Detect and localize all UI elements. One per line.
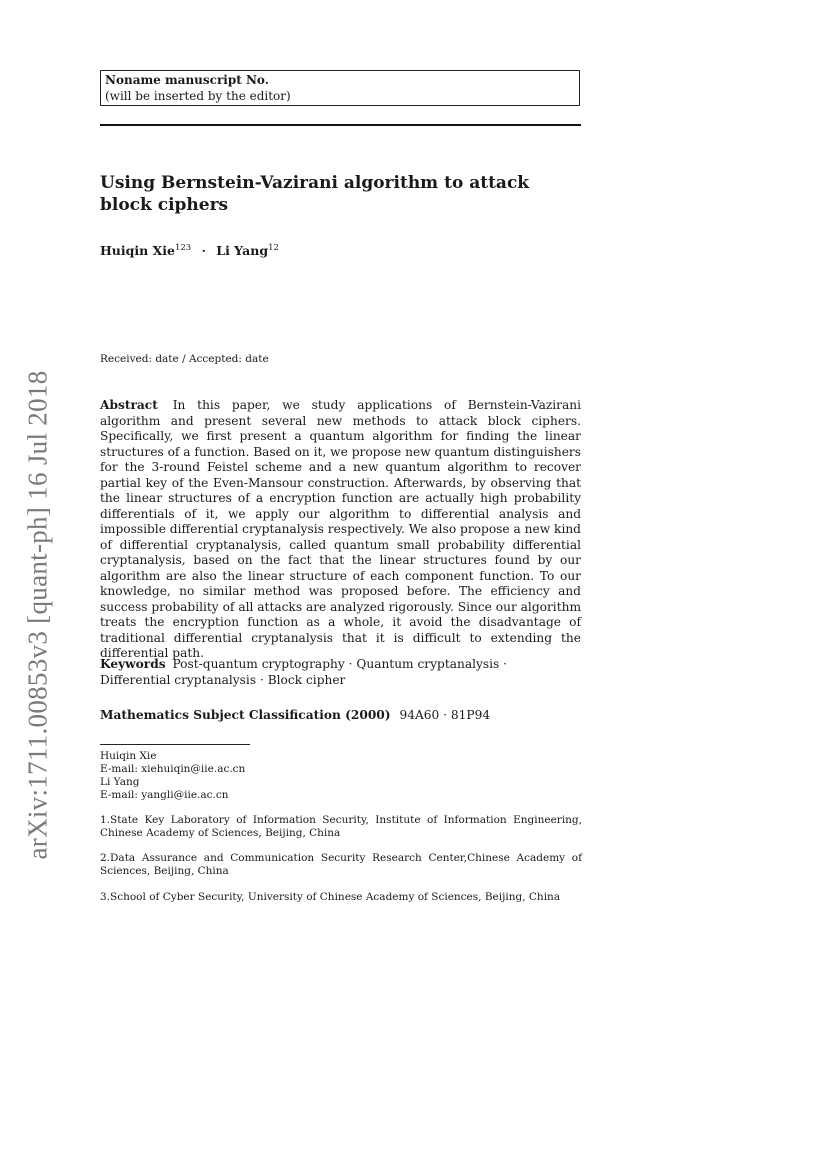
manuscript-info-box — [100, 70, 580, 106]
author-line — [100, 239, 582, 260]
author-name-2: Li Yang — [216, 243, 269, 258]
header-rule — [100, 124, 581, 126]
keywords — [100, 656, 581, 688]
msc-label: Mathematics Subject Classification (2000) — [100, 708, 391, 722]
keywords-text: Post-quantum cryptography · Quantum cryptanalysis · Differential cryptanalysis · Block cipher — [100, 657, 508, 687]
author-affiliation-marks-1: 123 — [174, 243, 192, 253]
arxiv-identifier-stamp: arXiv:1711.00853v3 [quant-ph] 16 Jul 2018 — [22, 370, 53, 860]
abstract-label: Abstract — [100, 398, 158, 412]
contact-email-2: E-mail: yangli@iie.ac.cn — [100, 789, 229, 801]
editor-note: (will be inserted by the editor) — [105, 89, 291, 103]
author-name-1: Huiqin Xie — [100, 243, 175, 258]
msc-codes: 94A60 · 81P94 — [399, 708, 491, 722]
footnote-rule — [100, 744, 250, 745]
contact-name-2: Li Yang — [100, 776, 140, 788]
abstract — [100, 398, 581, 662]
affiliation-2: 2.Data Assurance and Communication Security Research Center,Chinese Academy of Sciences, Beijing, China — [100, 852, 582, 877]
author-separator: · — [201, 243, 206, 258]
author-contacts — [100, 750, 245, 802]
author-affiliation-marks-2: 12 — [268, 243, 279, 253]
subject-classification — [100, 707, 581, 723]
contact-email-1: E-mail: xiehuiqin@iie.ac.cn — [100, 763, 246, 775]
contact-name-1: Huiqin Xie — [100, 750, 157, 762]
abstract-text: In this paper, we study applications of Bernstein-Vazirani algorithm and present several new methods to attack block ciphers. Specifically, we first present a quantum algorithm for finding the linear structures of a function. Based on it, we propose new quantum distinguishers for the 3-round Feistel scheme and a new quantum algorithm to recover partial key of the Even-Mansour construction. Afterwards, by observing that the linear structures of a encryption function are actually high probability differentials of it, we apply our algorithm to differential analysis and impossible differential cryptanalysis respectively. We also propose a new kind of differential cryptanalysis, called quantum small probability differential cryptanalysis, based on the fact that the linear structures found by our algorithm are also the linear structure of each component function. To our knowledge, no similar method was proposed before. The efficiency and success probability of all attacks are analyzed rigorously. Since our algorithm treats the encryption function as a whole, it avoid the disadvantage of traditional differential cryptanalysis that it is difficult to extending the differential path. — [100, 398, 582, 660]
paper-title: Using Bernstein-Vazirani algorithm to attack block ciphers — [100, 173, 530, 215]
affiliation-3: 3.School of Cyber Security, University of Chinese Academy of Sciences, Beijing, China — [100, 891, 561, 903]
manuscript-number-label: Noname manuscript No. — [105, 73, 269, 87]
keywords-label: Keywords — [100, 657, 166, 671]
affiliation-1: 1.State Key Laboratory of Information Security, Institute of Information Engineering, Chinese Academy of Sciences, Beijing, China — [100, 814, 582, 839]
received-accepted-line: Received: date / Accepted: date — [100, 353, 269, 365]
